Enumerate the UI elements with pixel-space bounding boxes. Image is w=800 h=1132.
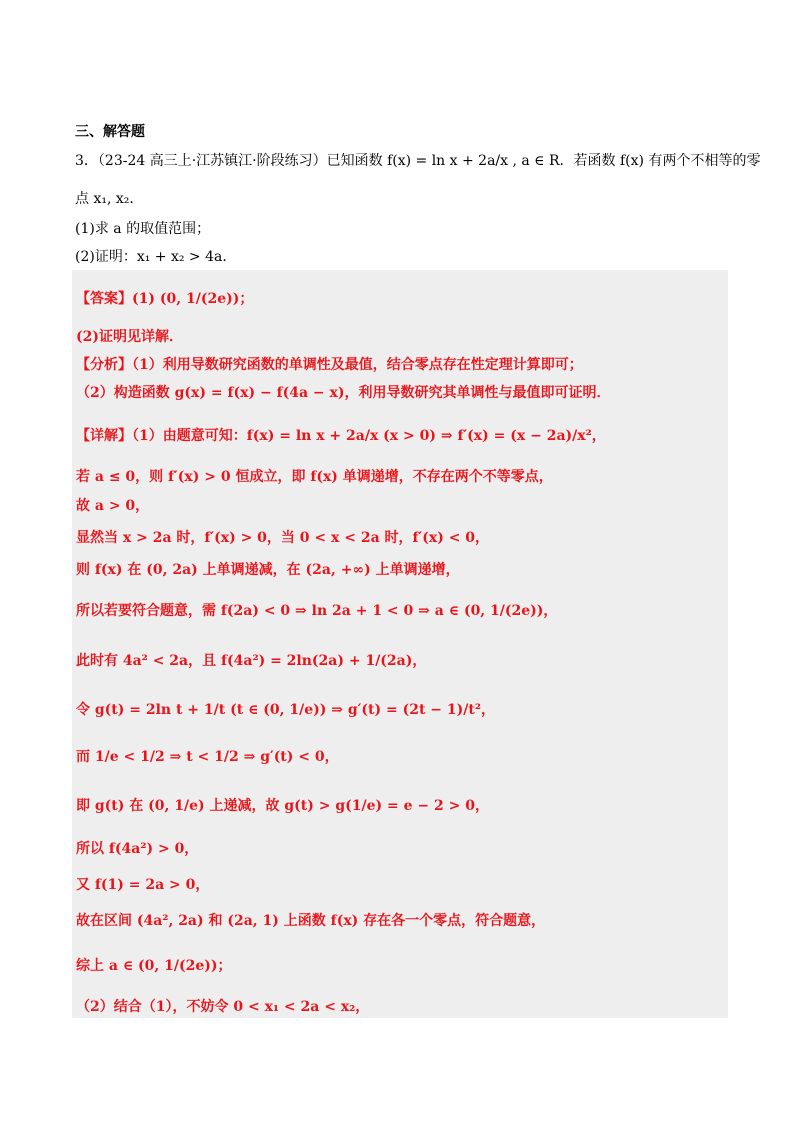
answer-line: 故 a > 0， xyxy=(76,498,150,514)
answer-line: 令 g(t) = 2ln t + 1/t (t ∈ (0, 1/e)) ⇒ g′(t) = (2t − 1)/t²， xyxy=(76,702,495,718)
question-line-2: 点 x₁, x₂． xyxy=(75,191,144,207)
answer-line: 综上 a ∈ (0, 1/(2e))； xyxy=(76,958,232,974)
answer-line: 若 a ≤ 0，则 f′(x) > 0 恒成立，即 f(x) 单调递增，不存在两个不等零点， xyxy=(76,469,553,485)
section-title: 三、解答题 xyxy=(75,124,145,140)
answer-line: 【答案】(1) (0, 1/(2e))； xyxy=(76,291,254,307)
answer-line: 即 g(t) 在 (0, 1/e) 上递减，故 g(t) > g(1/e) = e − 2 > 0， xyxy=(76,798,489,814)
answer-line: 而 1/e < 1/2 ⇒ t < 1/2 ⇒ g′(t) < 0， xyxy=(76,749,339,765)
answer-line: 【分析】（1）利用导数研究函数的单调性及最值，结合零点存在性定理计算即可； xyxy=(76,357,583,373)
answer-line: 故在区间 (4a², 2a) 和 (2a, 1) 上函数 f(x) 存在各一个零点，符合题意， xyxy=(76,913,546,929)
question-line-1: 3．（23-24 高三上·江苏镇江·阶段练习）已知函数 f(x) = ln x + 2a/x , a ∈ R．若函数 f(x) 有两个不相等的零 xyxy=(75,153,761,169)
question-part-1: (1)求 a 的取值范围； xyxy=(75,221,211,237)
answer-line: （2）构造函数 g(x) = f(x) − f(4a − x)，利用导数研究其单调性与最值即可证明． xyxy=(76,385,611,401)
question-part-2: (2)证明：x₁ + x₂ > 4a． xyxy=(75,249,237,265)
answer-line: （2）结合（1），不妨令 0 < x₁ < 2a < x₂， xyxy=(76,999,370,1015)
answer-line: (2)证明见详解． xyxy=(76,329,183,345)
answer-line: 所以 f(4a²) > 0， xyxy=(76,841,199,857)
answer-line: 又 f(1) = 2a > 0， xyxy=(76,877,210,893)
answer-line: 所以若要符合题意，需 f(2a) < 0 ⇒ ln 2a + 1 < 0 ⇒ a ∈ (0, 1/(2e))， xyxy=(76,603,558,619)
answer-line: 显然当 x > 2a 时，f′(x) > 0，当 0 < x < 2a 时，f′(x) < 0， xyxy=(76,530,490,546)
answer-line: 此时有 4a² < 2a，且 f(4a²) = 2ln(2a) + 1/(2a)， xyxy=(76,653,427,669)
answer-line: 【详解】（1）由题意可知：f(x) = ln x + 2a/x (x > 0) ⇒ f′(x) = (x − 2a)/x²， xyxy=(76,428,606,444)
answer-line: 则 f(x) 在 (0, 2a) 上单调递减，在 (2a, +∞) 上单调递增， xyxy=(76,562,460,578)
